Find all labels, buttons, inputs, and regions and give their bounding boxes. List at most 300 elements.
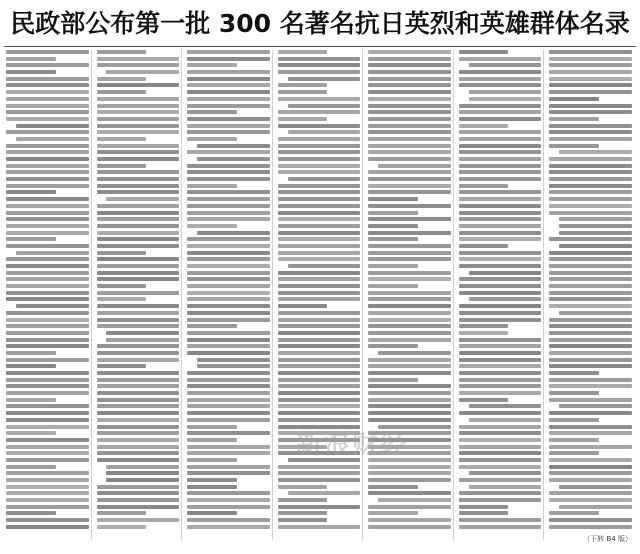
text-line [97, 184, 180, 188]
text-line [368, 184, 451, 188]
text-line [97, 77, 147, 81]
text-line [278, 184, 361, 188]
text-line [97, 217, 180, 221]
text-line [278, 117, 328, 121]
text-line [6, 70, 56, 74]
text-line [6, 384, 89, 388]
text-line [97, 50, 147, 54]
text-line [6, 204, 89, 208]
text-line [549, 525, 632, 529]
text-line [459, 465, 542, 469]
text-line [97, 344, 180, 348]
text-line [459, 197, 542, 201]
text-line [187, 57, 270, 61]
text-line [278, 324, 361, 328]
text-line [97, 311, 180, 315]
text-line [187, 110, 237, 114]
text-line [459, 117, 542, 121]
text-line [187, 204, 270, 208]
text-line [187, 70, 270, 74]
text-line [368, 404, 451, 408]
text-line [6, 257, 89, 261]
text-line [97, 425, 180, 429]
text-line [97, 251, 147, 255]
text-line [278, 97, 361, 101]
text-line [187, 97, 270, 101]
text-line [278, 251, 361, 255]
text-line [6, 425, 89, 429]
text-line [459, 391, 542, 395]
text-line [549, 57, 632, 61]
text-line [6, 364, 56, 368]
text-line [549, 124, 632, 128]
text-line [549, 97, 599, 101]
text-line [368, 224, 418, 228]
text-line [459, 204, 542, 208]
text-line [278, 124, 361, 128]
text-line [368, 70, 451, 74]
text-line [368, 257, 451, 261]
text-line [187, 237, 270, 241]
text-line [368, 211, 418, 215]
text-line [459, 144, 542, 148]
article-column-2 [95, 50, 183, 540]
text-line [549, 338, 632, 342]
text-line [368, 511, 418, 515]
text-line [187, 164, 270, 168]
text-line [459, 217, 542, 221]
text-line [559, 150, 632, 154]
text-line [368, 324, 451, 328]
text-line [6, 324, 89, 328]
column-text-block [97, 50, 180, 540]
text-line [368, 378, 418, 382]
text-line [187, 411, 270, 415]
text-line [6, 130, 89, 134]
text-line [187, 50, 270, 54]
text-line [6, 338, 89, 342]
text-line [459, 511, 509, 515]
text-line [368, 391, 451, 395]
text-line [97, 364, 147, 368]
text-line [459, 177, 542, 181]
text-line [549, 491, 632, 495]
text-line [459, 264, 542, 268]
text-line [549, 478, 632, 482]
text-line [278, 351, 361, 355]
text-line [368, 197, 418, 201]
text-line [278, 83, 328, 87]
text-line [97, 231, 180, 235]
text-line [97, 511, 147, 515]
text-line [16, 251, 89, 255]
text-line [278, 63, 361, 67]
text-line [278, 518, 328, 522]
text-line [106, 338, 179, 342]
text-line [459, 364, 542, 368]
text-line [549, 371, 599, 375]
text-line [469, 90, 542, 94]
text-line [549, 211, 632, 215]
text-line [368, 491, 451, 495]
text-line [549, 291, 632, 295]
text-line [459, 331, 509, 335]
text-line [6, 465, 56, 469]
text-line [559, 485, 632, 489]
text-line [368, 144, 451, 148]
text-line [278, 304, 328, 308]
text-line [549, 177, 632, 181]
text-line [97, 190, 180, 194]
text-line [187, 351, 270, 355]
text-line [197, 231, 270, 235]
text-line [187, 511, 237, 515]
text-line [278, 505, 361, 509]
text-line [378, 164, 451, 168]
text-line [288, 104, 361, 108]
text-line [459, 384, 542, 388]
text-line [368, 344, 418, 348]
text-line [549, 190, 632, 194]
text-line [459, 110, 542, 114]
text-line [368, 97, 451, 101]
text-line [187, 77, 270, 81]
text-line [549, 137, 632, 141]
text-line [97, 277, 180, 281]
text-line [288, 77, 361, 81]
text-line [278, 371, 361, 375]
text-line [278, 398, 361, 402]
text-line [97, 164, 147, 168]
text-line [549, 391, 599, 395]
title-divider [4, 46, 636, 47]
text-line [368, 277, 451, 281]
text-line [6, 371, 89, 375]
text-line [368, 418, 451, 422]
text-line [97, 371, 180, 375]
text-line [278, 478, 361, 482]
text-line [97, 284, 147, 288]
text-line [459, 104, 542, 108]
text-line [187, 304, 270, 308]
text-line [368, 157, 451, 161]
text-line [278, 277, 361, 281]
text-line [6, 511, 56, 515]
text-line [97, 418, 180, 422]
text-line [278, 311, 361, 315]
text-line [288, 177, 361, 181]
text-line [368, 471, 451, 475]
text-line [278, 70, 361, 74]
text-line [549, 445, 632, 449]
text-line [549, 411, 632, 415]
text-line [97, 404, 180, 408]
text-line [459, 491, 542, 495]
text-line [6, 177, 89, 181]
text-line [459, 318, 542, 322]
text-line [459, 338, 542, 342]
text-line [6, 117, 89, 121]
text-line [368, 177, 451, 181]
text-line [6, 190, 56, 194]
text-line [187, 104, 270, 108]
column-text-block [278, 50, 361, 540]
text-line [469, 418, 542, 422]
text-line [549, 438, 599, 442]
text-line [549, 344, 632, 348]
article-column-1 [4, 50, 92, 540]
text-line [368, 398, 451, 402]
text-line [549, 384, 632, 388]
text-line [368, 525, 451, 529]
text-line [549, 104, 632, 108]
text-line [16, 137, 89, 141]
text-line [459, 50, 509, 54]
text-line [187, 271, 270, 275]
text-line [6, 485, 89, 489]
text-line [6, 110, 89, 114]
text-line [368, 331, 451, 335]
text-line [187, 458, 237, 462]
text-line [459, 83, 542, 87]
text-line [368, 271, 451, 275]
text-line [459, 237, 542, 241]
text-line [97, 411, 180, 415]
text-line [97, 144, 180, 148]
text-line [368, 264, 418, 268]
text-line [559, 231, 632, 235]
text-line [97, 485, 180, 489]
text-line [6, 90, 89, 94]
text-line [187, 197, 270, 201]
text-line [368, 505, 451, 509]
text-line [6, 518, 89, 522]
text-line [459, 291, 542, 295]
text-line [187, 264, 270, 268]
text-line [549, 204, 632, 208]
text-line [187, 431, 270, 435]
text-line [97, 391, 180, 395]
text-line [288, 264, 361, 268]
text-line [187, 445, 270, 449]
watermark: 新浪财经 [296, 430, 409, 460]
text-line [549, 257, 632, 261]
text-line [97, 224, 180, 228]
text-line [187, 371, 270, 375]
text-line [97, 358, 180, 362]
text-line [187, 525, 270, 529]
text-line [6, 277, 89, 281]
text-line [368, 110, 451, 114]
text-line [459, 311, 542, 315]
text-line [97, 211, 180, 215]
text-line [187, 297, 270, 301]
text-line [97, 291, 180, 295]
text-line [278, 525, 361, 529]
text-line [97, 157, 180, 161]
text-line [278, 338, 361, 342]
column-text-block [368, 50, 451, 540]
text-line [97, 124, 180, 128]
text-line [559, 311, 632, 315]
text-line [6, 83, 89, 87]
text-line [187, 505, 270, 509]
text-line [368, 297, 451, 301]
text-line [97, 518, 180, 522]
text-line [187, 318, 270, 322]
text-line [368, 63, 451, 67]
text-line [459, 77, 542, 81]
text-line [368, 190, 451, 194]
text-line [97, 491, 180, 495]
text-line [278, 511, 328, 515]
text-line [278, 318, 361, 322]
text-line [187, 471, 270, 475]
text-line [6, 97, 89, 101]
text-line [378, 351, 451, 355]
text-line [278, 378, 361, 382]
text-line [459, 445, 542, 449]
text-line [459, 231, 542, 235]
text-line [549, 425, 632, 429]
text-line [278, 237, 361, 241]
text-line [187, 137, 237, 141]
text-line [97, 57, 180, 61]
text-line [187, 331, 270, 335]
text-line [459, 164, 542, 168]
text-line [549, 117, 599, 121]
text-line [6, 264, 89, 268]
text-line [97, 318, 180, 322]
text-line [97, 90, 147, 94]
text-line [197, 364, 270, 368]
text-line [559, 505, 632, 509]
text-line [549, 277, 632, 281]
text-line [368, 130, 451, 134]
text-line [469, 97, 542, 101]
text-line [549, 331, 632, 335]
text-line [459, 251, 542, 255]
text-line [187, 378, 270, 382]
text-line [459, 431, 542, 435]
text-line [278, 465, 361, 469]
text-line [469, 63, 542, 67]
text-line [549, 498, 632, 502]
text-line [6, 57, 56, 61]
text-line [278, 217, 361, 221]
text-line [106, 471, 179, 475]
text-line [278, 164, 361, 168]
text-line [187, 117, 270, 121]
text-line [278, 358, 361, 362]
text-line [549, 237, 632, 241]
text-line [469, 297, 542, 301]
text-line [197, 157, 270, 161]
text-line [368, 371, 451, 375]
text-line [6, 351, 56, 355]
text-line [187, 324, 237, 328]
text-line [278, 170, 361, 174]
text-line [368, 83, 451, 87]
text-line [6, 144, 89, 148]
text-line [368, 485, 418, 489]
text-line [368, 311, 451, 315]
text-line [549, 170, 632, 174]
text-line [97, 264, 180, 268]
text-line [6, 284, 89, 288]
article-columns [4, 50, 634, 540]
article-column-3 [185, 50, 273, 540]
text-line [187, 391, 270, 395]
text-line [6, 491, 89, 495]
text-line [459, 211, 542, 215]
text-line [549, 110, 632, 114]
text-line [549, 458, 632, 462]
text-line [278, 57, 361, 61]
text-line [368, 384, 451, 388]
text-line [187, 485, 237, 489]
text-line [559, 244, 632, 248]
text-line [106, 331, 179, 335]
text-line [368, 231, 451, 235]
text-line [278, 418, 361, 422]
text-line [549, 144, 599, 148]
text-line [459, 398, 509, 402]
text-line [278, 137, 361, 141]
text-line [278, 344, 361, 348]
column-text-block [459, 50, 542, 540]
text-line [97, 237, 180, 241]
text-line [97, 438, 180, 442]
text-line [549, 251, 632, 255]
text-line [368, 318, 451, 322]
text-line [106, 465, 179, 469]
text-line [368, 204, 451, 208]
text-line [97, 83, 180, 87]
text-line [187, 190, 270, 194]
text-line [6, 237, 56, 241]
text-line [278, 485, 328, 489]
text-line [469, 271, 542, 275]
text-line [6, 150, 89, 154]
text-line [187, 404, 270, 408]
article-column-7 [547, 50, 634, 540]
text-line [549, 297, 632, 301]
text-line [288, 130, 361, 134]
text-line [469, 404, 542, 408]
text-line [97, 451, 180, 455]
text-line [6, 358, 89, 362]
text-line [368, 251, 451, 255]
text-line [187, 398, 270, 402]
text-line [6, 297, 89, 301]
text-line [187, 291, 270, 295]
text-line [549, 50, 632, 54]
text-line [278, 157, 361, 161]
text-line [6, 478, 89, 482]
text-line [187, 277, 270, 281]
text-line [278, 144, 361, 148]
text-line [549, 518, 632, 522]
text-line [278, 211, 361, 215]
text-line [97, 117, 180, 121]
text-line [549, 164, 632, 168]
text-line [187, 251, 270, 255]
text-line [6, 164, 89, 168]
text-line [368, 77, 451, 81]
text-line [368, 465, 451, 469]
text-line [549, 358, 632, 362]
